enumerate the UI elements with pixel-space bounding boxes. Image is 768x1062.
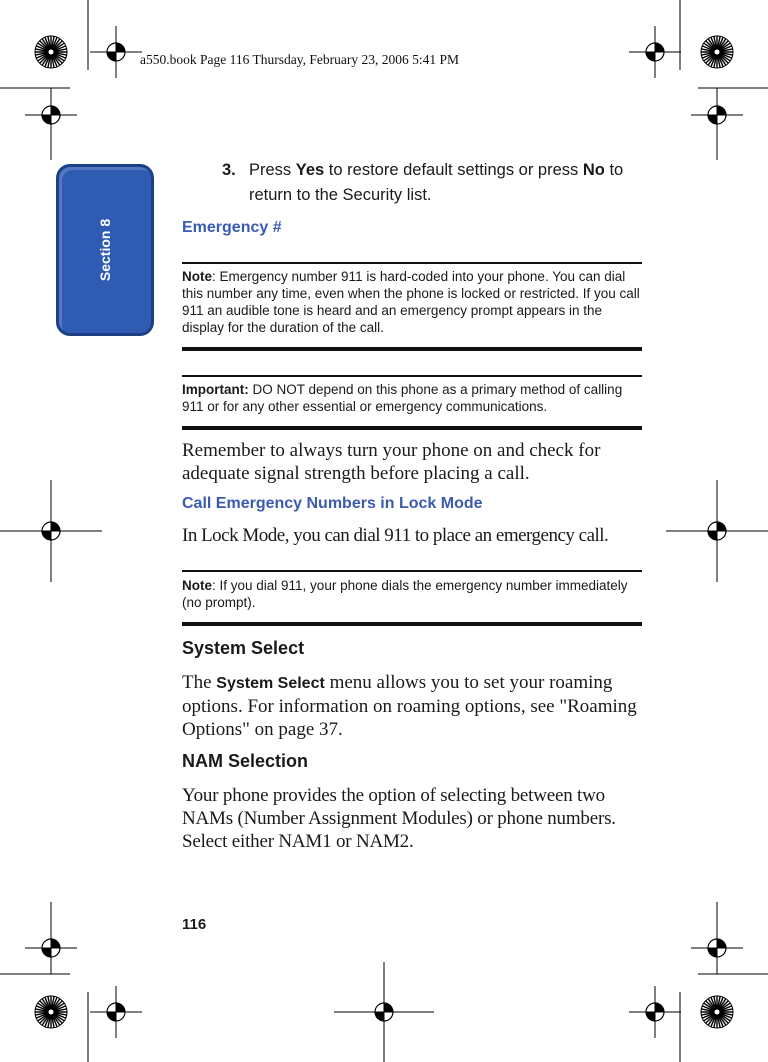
nam-selection-paragraph: Your phone provides the option of selecting between two NAMs (Number Assignment Modules) or phone numbers. Select either NAM1 or NAM2. <box>182 785 616 852</box>
note-emergency: Note: Emergency number 911 is hard-coded into your phone. You can dial this number any time, even when the phone is locked or restricted. If you call 911 an audible tone is heard and an emergency prompt appears in the display for the duration of the call. <box>182 269 640 335</box>
print-header-stamp: a550.book Page 116 Thursday, February 23, 2006 5:41 PM <box>140 52 459 67</box>
note2-bottom-rule <box>182 622 642 626</box>
note-dial-911: Note: If you dial 911, your phone dials the emergency number immediately (no prompt). <box>182 578 628 610</box>
section-tab-label: Section 8 <box>97 218 113 282</box>
important-top-rule <box>182 375 642 377</box>
note-bottom-rule <box>182 347 642 351</box>
remember-paragraph: Remember to always turn your phone on and check for adequate signal strength before placing a call. <box>182 440 601 484</box>
important-note: Important: DO NOT depend on this phone as a primary method of calling 911 or for any other essential or emergency communications. <box>182 382 623 414</box>
page-number: 116 <box>182 916 207 933</box>
system-select-paragraph: The System Select menu allows you to set your roaming options. For information on roaming options, see "Roaming Options" on page 37. <box>182 672 637 740</box>
step-text: Press Yes to restore default settings or press No to return to the Security list. <box>249 161 624 204</box>
nam-selection-heading: NAM Selection <box>182 751 309 771</box>
emergency-heading: Emergency # <box>182 219 282 236</box>
yes-key: Yes <box>295 161 325 179</box>
note-top-rule <box>182 262 642 264</box>
lock-mode-heading: Call Emergency Numbers in Lock Mode <box>182 495 483 512</box>
lock-mode-paragraph: In Lock Mode, you can dial 911 to place an emergency call. <box>182 525 609 546</box>
no-key: No <box>582 161 605 179</box>
system-select-heading: System Select <box>182 638 305 658</box>
important-bottom-rule <box>182 426 642 430</box>
system-select-menu-name: System Select <box>216 675 325 692</box>
note2-top-rule <box>182 570 642 572</box>
step-number: 3. <box>222 161 236 179</box>
